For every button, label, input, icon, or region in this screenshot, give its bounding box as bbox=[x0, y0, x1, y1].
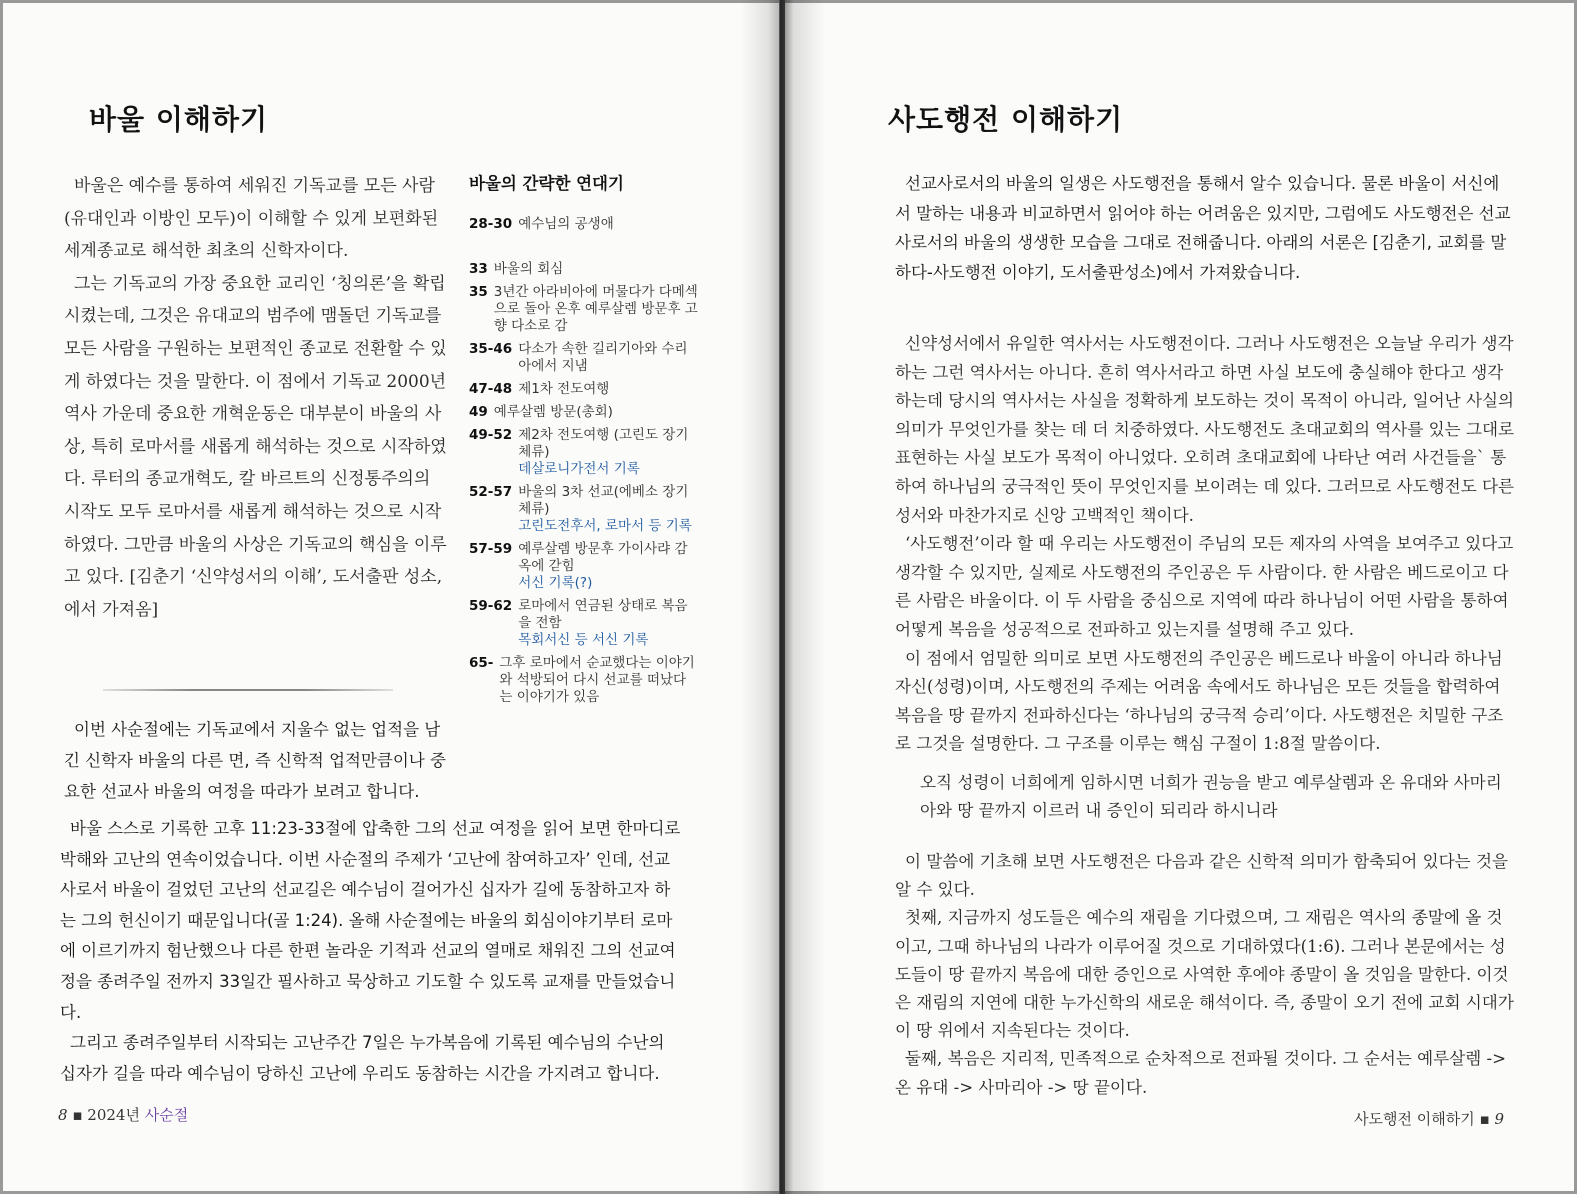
gutter-shadow-left bbox=[740, 0, 780, 1194]
timeline-event-text: 제1차 전도여행 bbox=[518, 381, 610, 397]
timeline-event bbox=[518, 381, 699, 398]
gutter-shadow-right bbox=[780, 0, 825, 1194]
timeline-event bbox=[518, 541, 699, 592]
timeline-event bbox=[518, 484, 699, 535]
timeline-event-text: 제2차 전도여행 (고린도 장기 체류) bbox=[518, 427, 689, 460]
timeline-event bbox=[494, 261, 699, 278]
source-note bbox=[895, 169, 1515, 287]
intro-body bbox=[64, 170, 449, 626]
paragraph: ‘사도행전’이라 할 때 우리는 사도행전이 주님의 모든 제자의 사역을 보여주고 있다고 생각할 수 있지만, 실제로 사도행전의 주인공은 두 사람이다. 한 사람은 베드로이고 다른 사람은 바울이다. 이 두 사람을 중심으로 지역에 따라 하나님이 어떤 사람을 통하여 어떻게 복음을 성공적으로 전파하고 있는지를 설명해 주고 있다. bbox=[895, 534, 1514, 639]
page-title-right: 사도행전 이해하기 bbox=[888, 103, 1124, 136]
timeline-event-text: 3년간 아라비아에 머물다가 다메섹으로 돌아 온후 예루살렘 방문후 고향 다소로 감 bbox=[493, 284, 698, 334]
paragraph: 이번 사순절에는 기독교에서 지울수 없는 업적을 남긴 신학자 바울의 다른 면, 즉 신학적 업적만큼이나 중요한 선교사 바울의 여정을 따라가 보려고 합니다. bbox=[64, 720, 446, 801]
footer-year: 2024년 bbox=[87, 1106, 140, 1124]
timeline-note: 목회서신 등 서신 기록 bbox=[518, 632, 649, 648]
timeline-item bbox=[469, 341, 699, 375]
scripture-quote: 오직 성령이 너희에게 임하시면 너희가 권능을 받고 예루살렘과 온 유대와 사마리아와 땅 끝까지 이르러 내 증인이 되리라 하시니라 bbox=[920, 773, 1502, 820]
paragraph: 둘째, 복음은 지리적, 민족적으로 순차적으로 전파될 것이다. 그 순서는 예루살렘 -> 온 유대 -> 사마리아 -> 땅 끝이다. bbox=[895, 1049, 1507, 1097]
timeline-item bbox=[469, 404, 699, 421]
timeline-note: 데살로니가전서 기록 bbox=[518, 461, 640, 477]
acts-body bbox=[895, 330, 1515, 759]
timeline-list bbox=[469, 216, 699, 706]
paragraph: 이 점에서 엄밀한 의미로 보면 사도행전의 주인공은 베드로나 바울이 아니라 하나님 자신(성령)이며, 사도행전의 주제는 어려움 속에서도 하나님은 모든 것들을 합력하여 복음을 땅 끝까지 전파하신다는 ‘하나님의 궁극적 승리’이다. 사도행전은 치밀한 구조로 그것을 설명한다. 그 구조를 이루는 핵심 구절이 1:8절 말씀이다. bbox=[895, 648, 1504, 754]
paragraph: 그는 기독교의 가장 중요한 교리인 ‘칭의론’을 확립시켰는데, 그것은 유대교의 범주에 맴돌던 기독교를 모든 사람을 구원하는 보편적인 종교로 전환할 수 있게 하였다는 것을 말한다. 이 점에서 기독교 2000년 역사 가운데 중요한 개혁운동은 대부분이 바울의 사상, 특히 로마서를 새롭게 해석하는 것으로 시작하였다. 루터의 종교개혁도, 칼 바르트의 신정통주의의 시작도 모두 로마서를 새롭게 해석하는 것으로 시작하였다. 그만큼 바울의 사상은 기독교의 핵심을 이루고 있다. [김춘기 ‘신약성서의 이해’, 도서출판 성소, 에서 가져옴] bbox=[64, 273, 447, 620]
timeline-item bbox=[469, 655, 699, 706]
lent-intro bbox=[64, 714, 454, 807]
acts-meaning bbox=[895, 848, 1515, 1102]
paragraph: 바울 스스로 기록한 고후 11:23-33절에 압축한 그의 선교 여정을 읽어 보면 한마디로 박해와 고난의 연속이었습니다. 이번 사순절의 주제가 ‘고난에 참여하고자’ 인데, 선교사로서 바울이 걸었던 고난의 선교길은 예수님이 걸어가신 십자가 길에 동참하고자 하는 그의 헌신이기 때문입니다(골 1:24). 올해 사순절에는 바울의 회심이야기부터 로마에 이르기까지 험난했으나 다른 한편 놀라운 기적과 선교의 열매로 채워진 그의 선교여정을 종려주일 전까지 33일간 필사하고 묵상하고 기도할 수 있도록 교재를 만들었습니다. bbox=[60, 819, 681, 1022]
paragraph: 그리고 종려주일부터 시작되는 고난주간 7일은 누가복음에 기록된 예수님의 수난의 십자가 길을 따라 예수님이 당하신 고난에 우리도 동참하는 시간을 가지려고 합니다. bbox=[60, 1033, 665, 1083]
timeline-year: 59-62 bbox=[469, 598, 513, 614]
timeline-event-text: 그후 로마에서 순교했다는 이야기와 석방되어 다시 선교를 떠났다는 이야기가 있음 bbox=[499, 655, 695, 705]
timeline-year: 35 bbox=[469, 284, 488, 300]
timeline-year: 65- bbox=[469, 655, 494, 671]
page-footer-right bbox=[1354, 1108, 1504, 1129]
timeline-note: 고린도전후서, 로마서 등 기록 bbox=[518, 518, 692, 534]
chronology-sidebar bbox=[469, 170, 699, 712]
left-page bbox=[0, 0, 780, 1194]
timeline-event bbox=[499, 655, 699, 706]
paragraph: 첫째, 지금까지 성도들은 예수의 재림을 기다렸으며, 그 재림은 역사의 종말에 올 것이고, 그때 하나님의 나라가 이루어질 것으로 기대하였다(1:6). 그러나 본문에서는 성도들이 땅 끝까지 복음에 대한 증인으로 사역한 후에야 종말이 올 것임을 말한다. 이것은 재림의 지연에 대한 누가신학의 새로운 해석이다. 즉, 종말이 오기 전에 교회 시대가 이 땅 위에서 지속된다는 것이다. bbox=[895, 908, 1514, 1041]
timeline-event-text: 예수님의 공생애 bbox=[518, 216, 614, 232]
timeline-item bbox=[469, 484, 699, 535]
timeline-year: 35-46 bbox=[469, 341, 513, 357]
timeline-year: 28-30 bbox=[469, 216, 513, 232]
paragraph: 선교사로서의 바울의 일생은 사도행전을 통해서 알수 있습니다. 물론 바울이 서신에서 말하는 내용과 비교하면서 읽어야 하는 어려움은 있지만, 그럼에도 사도행전은 선교사로서의 바울의 생생한 모습을 그대로 전해줍니다. 아래의 서론은 [김춘기, 교회를 말하다-사도행전 이야기, 도서출판성소)에서 가져왔습니다. bbox=[895, 174, 1511, 282]
page-footer-left bbox=[58, 1104, 188, 1125]
timeline-event-text: 예루살렘 방문(총회) bbox=[493, 404, 613, 420]
divider bbox=[103, 689, 393, 691]
timeline-item bbox=[469, 381, 699, 398]
timeline-item bbox=[469, 284, 699, 335]
timeline-event-text: 바울의 3차 선교(에베소 장기 체류) bbox=[518, 484, 689, 517]
page-number: 8 bbox=[58, 1106, 68, 1124]
timeline-event-text: 바울의 회심 bbox=[493, 261, 564, 277]
timeline-year: 57-59 bbox=[469, 541, 513, 557]
timeline-event-text: 로마에서 연금된 상태로 복음을 전함 bbox=[518, 598, 688, 631]
timeline-item bbox=[469, 541, 699, 592]
timeline-year: 47-48 bbox=[469, 381, 513, 397]
timeline-event bbox=[494, 284, 699, 335]
timeline-year: 33 bbox=[469, 261, 488, 277]
right-page bbox=[785, 0, 1577, 1194]
timeline-event bbox=[518, 216, 699, 233]
footer-season: 사순절 bbox=[144, 1106, 189, 1124]
timeline-event bbox=[518, 427, 699, 478]
page-number: 9 bbox=[1494, 1110, 1504, 1128]
footer-label: 사도행전 이해하기 bbox=[1354, 1110, 1475, 1128]
timeline-item bbox=[469, 216, 699, 233]
timeline-event-text: 예루살렘 방문후 가이사랴 감옥에 갇힘 bbox=[518, 541, 688, 574]
timeline-event-text: 다소가 속한 길리기아와 수리아에서 지냄 bbox=[518, 341, 688, 374]
timeline-item bbox=[469, 598, 699, 649]
page-title-left: 바울 이해하기 bbox=[89, 103, 269, 136]
lent-plan bbox=[60, 814, 685, 1089]
timeline-year: 52-57 bbox=[469, 484, 513, 500]
paragraph: 바울은 예수를 통하여 세워진 기독교를 모든 사람(유대인과 이방인 모두)이 이해할 수 있게 보편화된 세계종교로 해석한 최초의 신학자이다. bbox=[64, 176, 439, 262]
timeline-event bbox=[494, 404, 699, 421]
timeline-year: 49 bbox=[469, 404, 488, 420]
timeline-item bbox=[469, 427, 699, 478]
paragraph: 신약성서에서 유일한 역사서는 사도행전이다. 그러나 사도행전은 오늘날 우리가 생각하는 그런 역사서는 아니다. 흔히 역사서라고 하면 사실 보도에 충실해야 한다고 생각하는데 당시의 역사서는 사실을 정확하게 보도하는 것이 목적이 아니라, 일어난 사실의 의미가 무엇인가를 찾는 데 더 치중하였다. 사도행전도 초대교회의 역사를 있는 그대로 표현하는 사실 보도가 목적이 아니었다. 오히려 초대교회에 나타난 여러 사건들을` 통하여 하나님의 궁극적인 뜻이 무엇인지를 보이려는 데 있다. 그러므로 사도행전도 다른 성서와 마찬가지로 신앙 고백적인 책이다. bbox=[895, 334, 1515, 525]
timeline-item bbox=[469, 261, 699, 278]
timeline-note: 서신 기록(?) bbox=[518, 575, 593, 591]
paragraph: 이 말씀에 기초해 보면 사도행전은 다음과 같은 신학적 의미가 함축되어 있다는 것을 알 수 있다. bbox=[895, 852, 1509, 900]
timeline-event bbox=[518, 341, 699, 375]
timeline-year: 49-52 bbox=[469, 427, 513, 443]
sidebar-title: 바울의 간략한 연대기 bbox=[469, 174, 624, 193]
footer-bullet: ▪ bbox=[72, 1106, 83, 1124]
footer-bullet: ▪ bbox=[1479, 1110, 1490, 1128]
timeline-event bbox=[518, 598, 699, 649]
